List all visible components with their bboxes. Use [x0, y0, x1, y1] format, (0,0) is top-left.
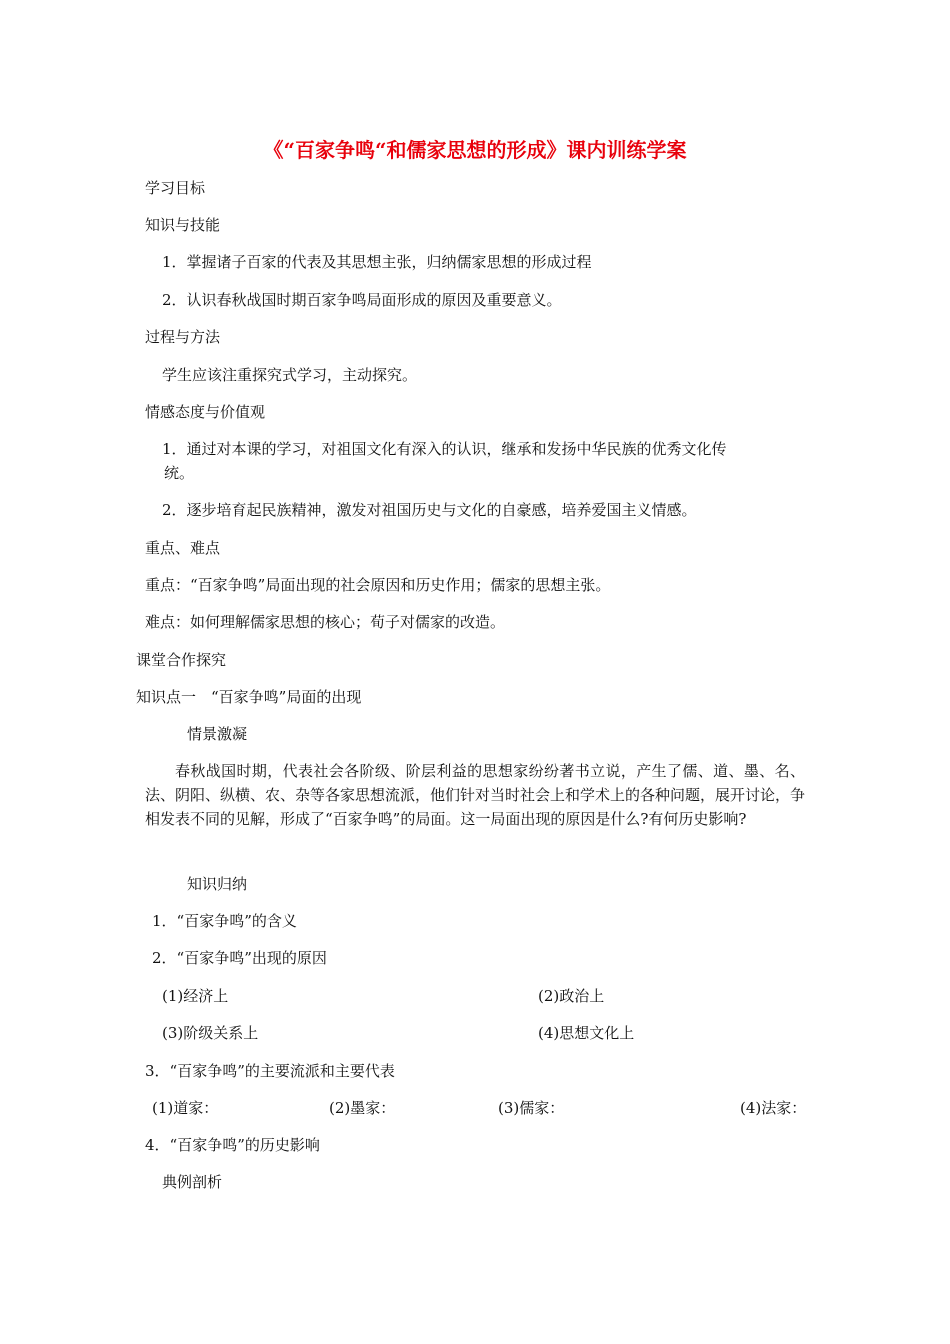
school-daoism: (1)道家： [152, 1099, 219, 1117]
knowledge-point-1-heading: 知识点一 “百家争鸣”局面的出现 [136, 688, 362, 706]
summary-heading: 知识归纳 [187, 875, 248, 893]
process-method-text: 学生应该注重探究式学习，主动探究。 [162, 366, 418, 384]
key-point-text: 重点：“百家争鸣”局面出现的社会原因和历史作用；儒家的思想主张。 [145, 576, 611, 594]
school-mohism: (2)墨家： [329, 1099, 396, 1117]
summary-item-3: 3．“百家争鸣”的主要流派和主要代表 [145, 1062, 395, 1080]
summary-item-2: 2．“百家争鸣”出现的原因 [152, 949, 327, 967]
summary-item-1: 1．“百家争鸣”的含义 [152, 912, 297, 930]
emotion-values-heading: 情感态度与价值观 [145, 403, 266, 421]
emotion-item-2: 2．逐步培育起民族精神，激发对祖国历史与文化的自豪感，培养爱国主义情感。 [162, 501, 697, 519]
summary-item-4: 4．“百家争鸣”的历史影响 [145, 1136, 320, 1154]
knowledge-skills-heading: 知识与技能 [145, 216, 221, 234]
reason-culture: (4)思想文化上 [538, 1024, 635, 1042]
scene-paragraph: 春秋战国时期，代表社会各阶级、阶层利益的思想家纷纷著书立说，产生了儒、道、墨、名、法、阴阳、纵横、农、杂等各家思想流派，他们针对当时社会上和学术上的各种问题，展开讨论，争相发表不同的见解，形成了“百家争鸣”的局面。这一局面出现的原因是什么?有何历史影响? [145, 762, 806, 828]
school-confucianism: (3)儒家： [498, 1099, 565, 1117]
emotion-item-1-line-2: 统。 [164, 464, 195, 482]
difficult-point-text: 难点：如何理解儒家思想的核心；荀子对儒家的改造。 [145, 613, 506, 631]
classroom-heading: 课堂合作探究 [136, 651, 227, 669]
scene-heading: 情景激凝 [187, 725, 248, 743]
knowledge-item-1: 1．掌握诸子百家的代表及其思想主张，归纳儒家思想的形成过程 [162, 253, 592, 271]
school-legalism: (4)法家： [740, 1099, 807, 1117]
emotion-item-1-line-1: 1．通过对本课的学习，对祖国文化有深入的认识，继承和发扬中华民族的优秀文化传 [162, 440, 727, 458]
objectives-heading: 学习目标 [145, 179, 206, 197]
knowledge-item-2: 2．认识春秋战国时期百家争鸣局面形成的原因及重要意义。 [162, 291, 562, 309]
reason-class-relations: (3)阶级关系上 [162, 1024, 259, 1042]
reason-economy: (1)经济上 [162, 987, 229, 1005]
document-title: 《“百家争鸣“和儒家思想的形成》课内训练学案 [263, 138, 687, 162]
process-method-heading: 过程与方法 [145, 328, 221, 346]
example-analysis-heading: 典例剖析 [162, 1173, 223, 1191]
reason-politics: (2)政治上 [538, 987, 605, 1005]
key-points-heading: 重点、难点 [145, 539, 221, 557]
